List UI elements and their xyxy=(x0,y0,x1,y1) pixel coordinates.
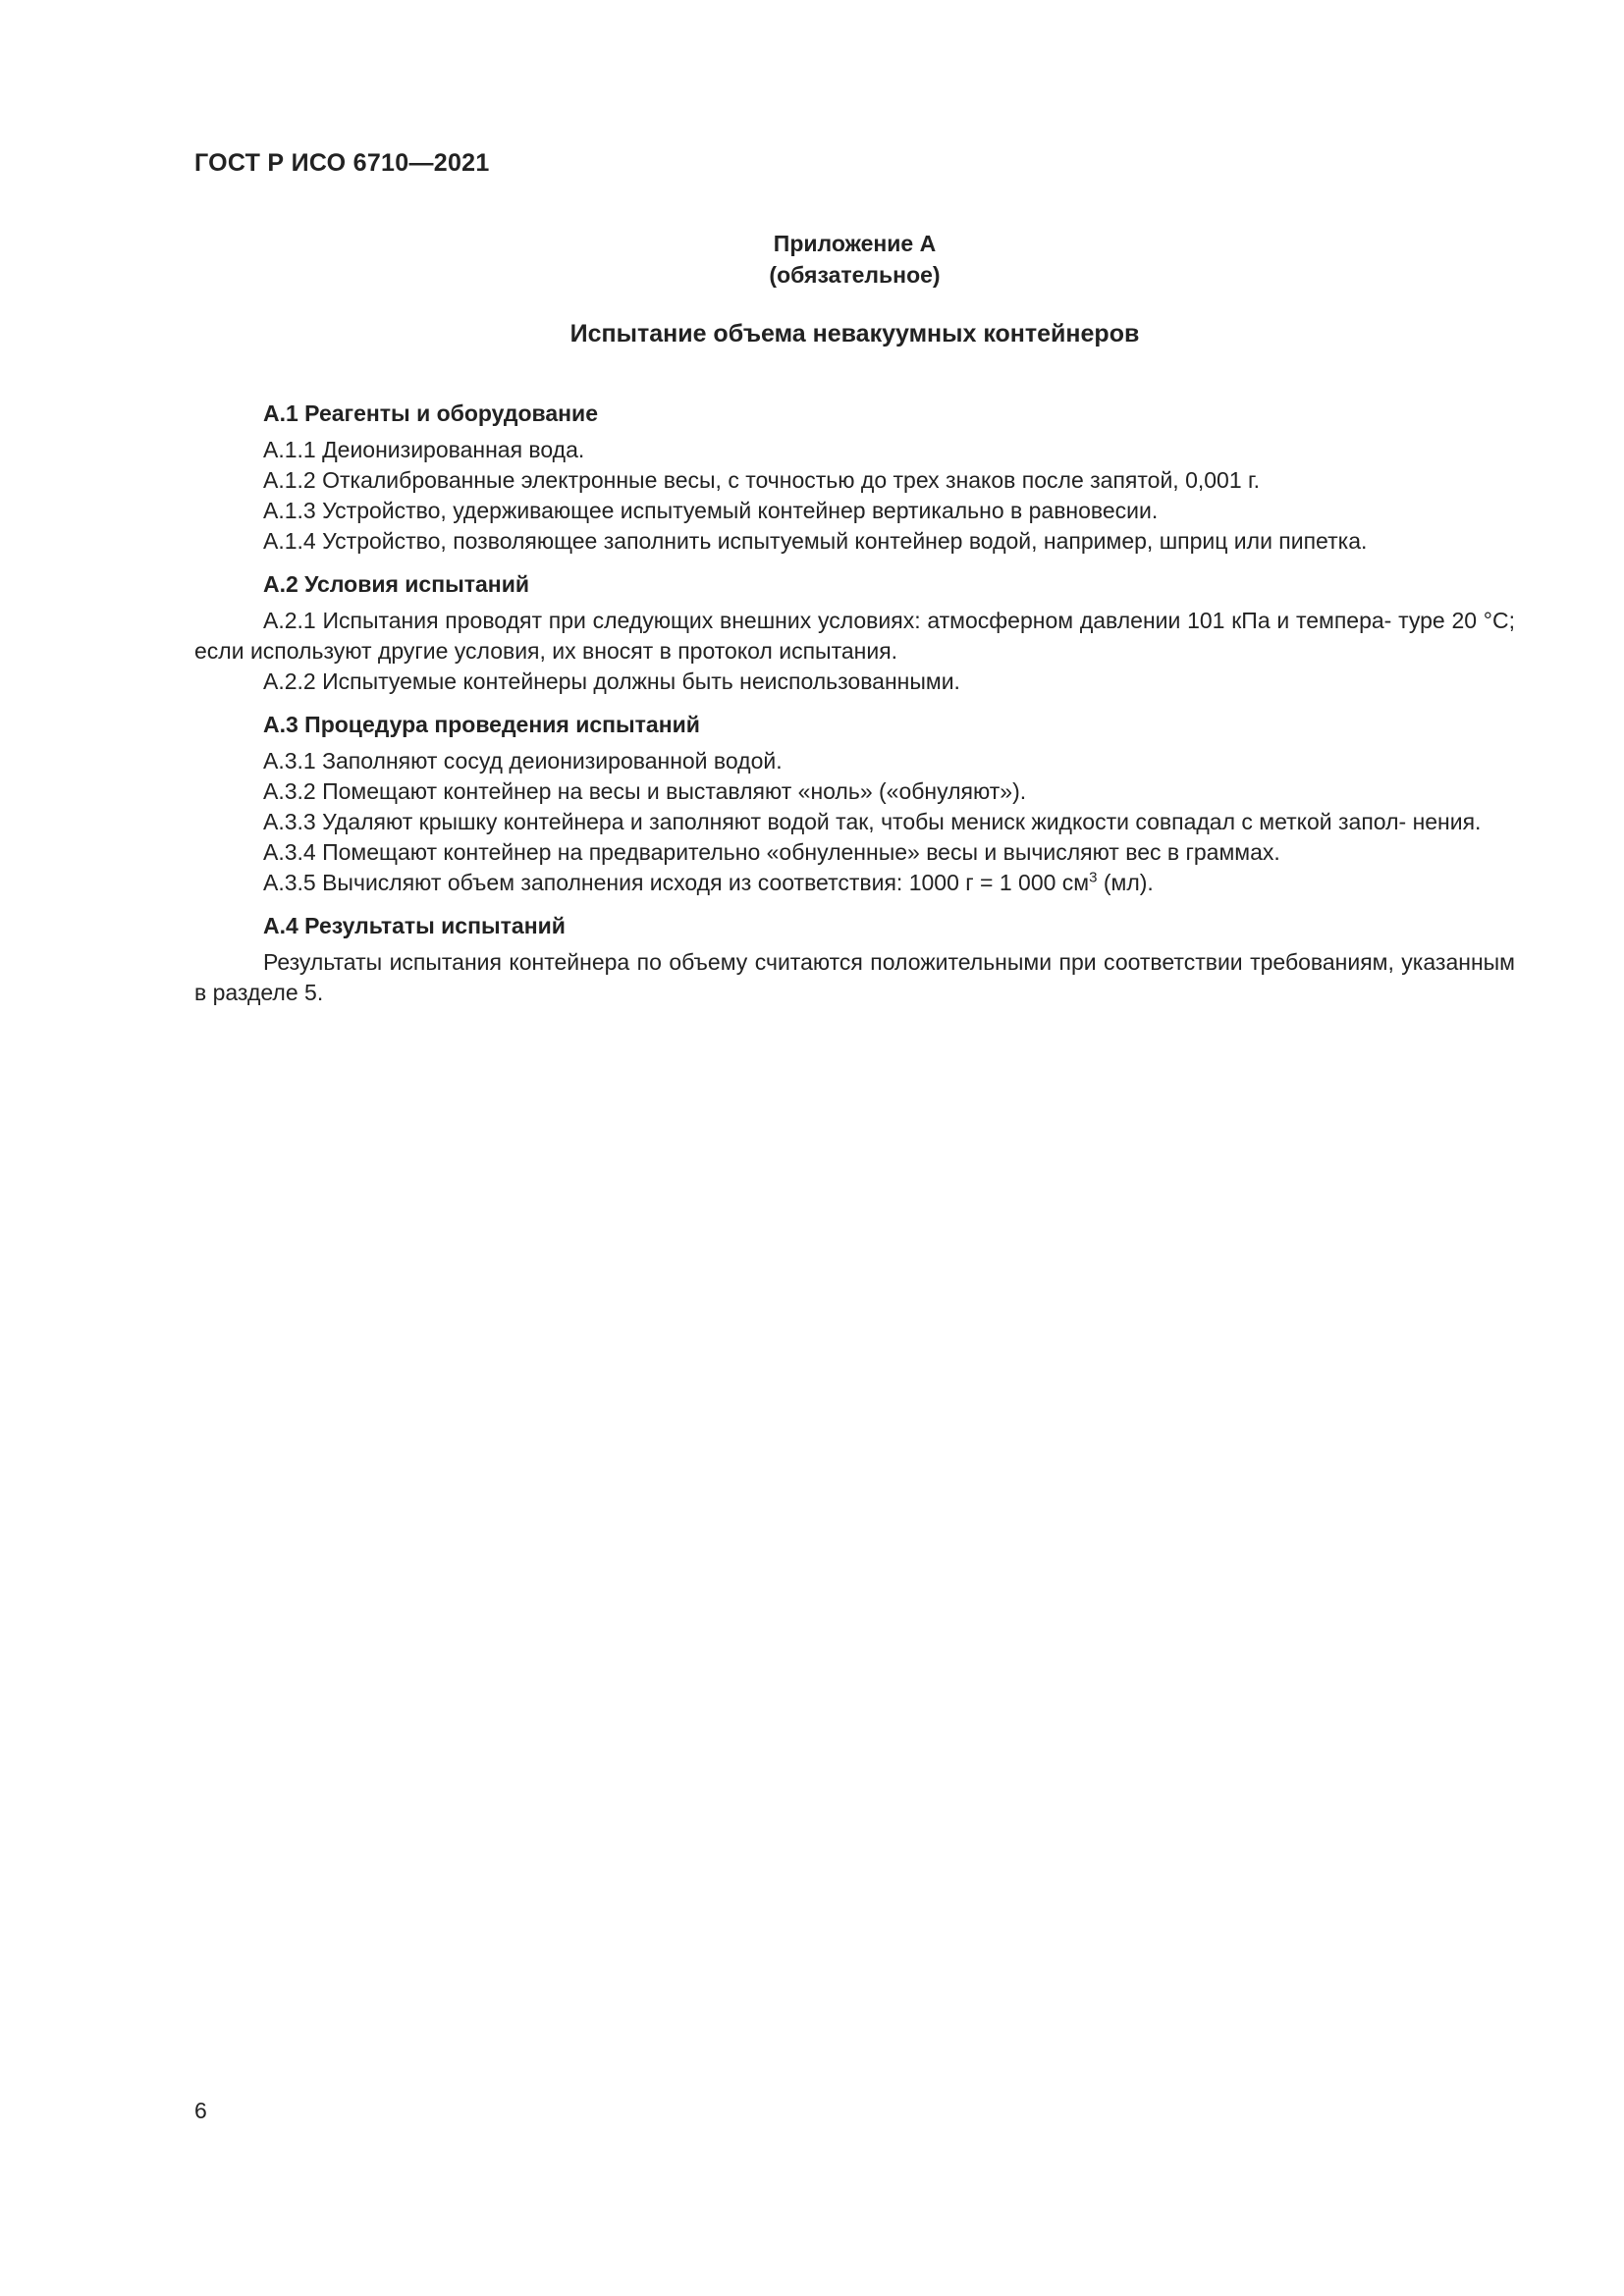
section-heading: А.4 Результаты испытаний xyxy=(263,913,566,938)
paragraph: А.3.4 Помещают контейнер на предварительно «обнуленные» весы и вычисляют вес в граммах. xyxy=(263,839,1280,865)
superscript: 3 xyxy=(1089,869,1098,886)
paragraph-text: (мл). xyxy=(1097,870,1154,895)
section-heading: А.1 Реагенты и оборудование xyxy=(263,400,598,426)
section-heading: А.2 Условия испытаний xyxy=(263,571,529,597)
section-heading: А.3 Процедура проведения испытаний xyxy=(263,712,700,737)
paragraph: А.1.4 Устройство, позволяющее заполнить испытуемый контейнер водой, например, шприц или пипетка. xyxy=(263,528,1368,554)
paragraph: А.3.2 Помещают контейнер на весы и выставляют «ноль» («обнуляют»). xyxy=(263,778,1027,804)
annex-content xyxy=(194,399,1515,1008)
annex-label: Приложение А xyxy=(773,231,937,256)
paragraph: А.2.2 Испытуемые контейнеры должны быть неиспользованными. xyxy=(263,668,960,694)
paragraph: А.1.1 Деионизированная вода. xyxy=(263,437,585,462)
paragraph: А.2.1 Испытания проводят при следующих внешних условиях: атмосферном давлении 101 кПа и темпера- туре 20 °С; если используют другие условия, их вносят в протокол испытания. xyxy=(194,608,1515,664)
annex-heading xyxy=(194,228,1515,291)
annex-title: Испытание объема невакуумных контейнеров xyxy=(569,320,1140,347)
paragraph: Результаты испытания контейнера по объему считаются положительными при соответствии требованиям, указанным в разделе 5. xyxy=(194,949,1515,1005)
paragraph-text: А.3.5 Вычисляют объем заполнения исходя из соответствия: 1000 г = 1 000 см xyxy=(263,870,1090,895)
paragraph: А.1.3 Устройство, удерживающее испытуемый контейнер вертикально в равновесии. xyxy=(263,498,1159,523)
page-number: 6 xyxy=(194,2098,207,2123)
document-header: ГОСТ Р ИСО 6710—2021 xyxy=(194,149,490,177)
paragraph: А.1.2 Откалиброванные электронные весы, с точностью до трех знаков после запятой, 0,001 г. xyxy=(263,467,1260,493)
paragraph: А.3.3 Удаляют крышку контейнера и заполняют водой так, чтобы мениск жидкости совпадал с меткой запол- нения. xyxy=(263,809,1482,834)
annex-status: (обязательное) xyxy=(769,262,941,288)
paragraph-with-superscript xyxy=(194,868,1515,898)
paragraph: А.3.1 Заполняют сосуд деионизированной водой. xyxy=(263,748,783,774)
